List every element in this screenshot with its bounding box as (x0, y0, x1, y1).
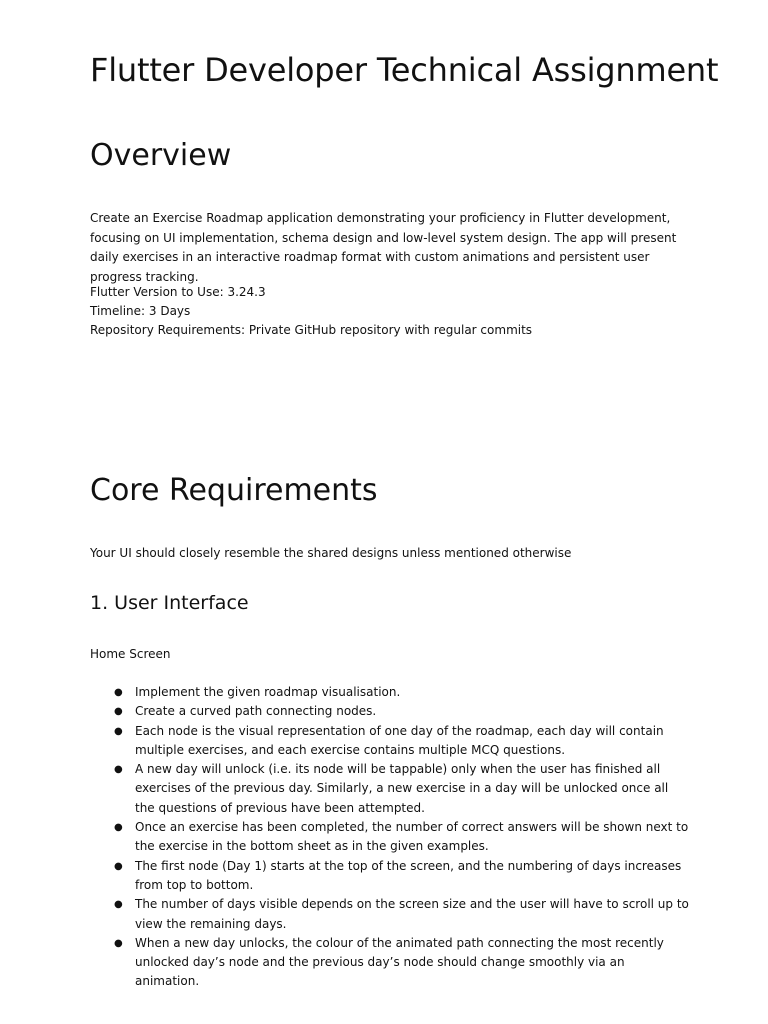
home-screen-bullet-list (90, 683, 690, 992)
list-item: ● The number of days visible depends on the screen size and the user will have to scroll up to view the remaining days. (114, 897, 689, 931)
list-item: ● A new day will unlock (i.e. its node will be tappable) only when the user has finished all exercises of the previous day. Similarly, a new exercise in a day will be unlocked once all the questions of previous have been attempted. (114, 762, 669, 815)
document-title: Flutter Developer Technical Assignment (90, 51, 719, 89)
list-item: ● The first node (Day 1) starts at the top of the screen, and the numbering of days increases from top to bottom. (114, 858, 682, 892)
core-requirements-intro: Your UI should closely resemble the shared designs unless mentioned otherwise (90, 546, 572, 560)
bullet-icon: ● (114, 725, 123, 737)
bullet-icon: ● (114, 764, 123, 776)
list-item: ● When a new day unlocks, the colour of the animated path connecting the most recently unlocked day’s node and the previous day’s node should change smoothly via an animation. (114, 935, 664, 989)
overview-heading: Overview (90, 138, 232, 173)
timeline-line: Timeline: 3 Days (90, 304, 191, 318)
repository-line: Repository Requirements: Private GitHub repository with regular commits (90, 323, 533, 337)
flutter-version-line: Flutter Version to Use: 3.24.3 (90, 285, 266, 299)
list-item: ● Create a curved path connecting nodes. (90, 702, 690, 721)
bullet-icon: ● (114, 860, 123, 872)
list-item: ● Once an exercise has been completed, the number of correct answers will be shown next to the exercise in the bottom sheet as in the given examples. (114, 820, 689, 854)
bullet-icon: ● (114, 687, 123, 698)
list-item: ● Implement the given roadmap visualisation. (90, 683, 690, 702)
list-item: ● Each node is the visual representation of one day of the roadmap, each day will contain multiple exercises, and each exercise contains multiple MCQ questions. (114, 723, 664, 757)
bullet-icon: ● (114, 899, 123, 911)
home-screen-label: Home Screen (90, 647, 171, 661)
user-interface-heading: 1. User Interface (90, 592, 249, 614)
core-requirements-heading: Core Requirements (90, 473, 378, 508)
bullet-icon: ● (114, 822, 123, 834)
bullet-icon: ● (114, 937, 123, 949)
bullet-icon: ● (114, 706, 123, 718)
overview-paragraph: Create an Exercise Roadmap application demonstrating your proficiency in Flutter development, focusing on UI implementation, schema design and low-level system design. The app will present daily exercises in an interactive roadmap format with custom animations and persistent user progress tracking. (90, 211, 677, 284)
